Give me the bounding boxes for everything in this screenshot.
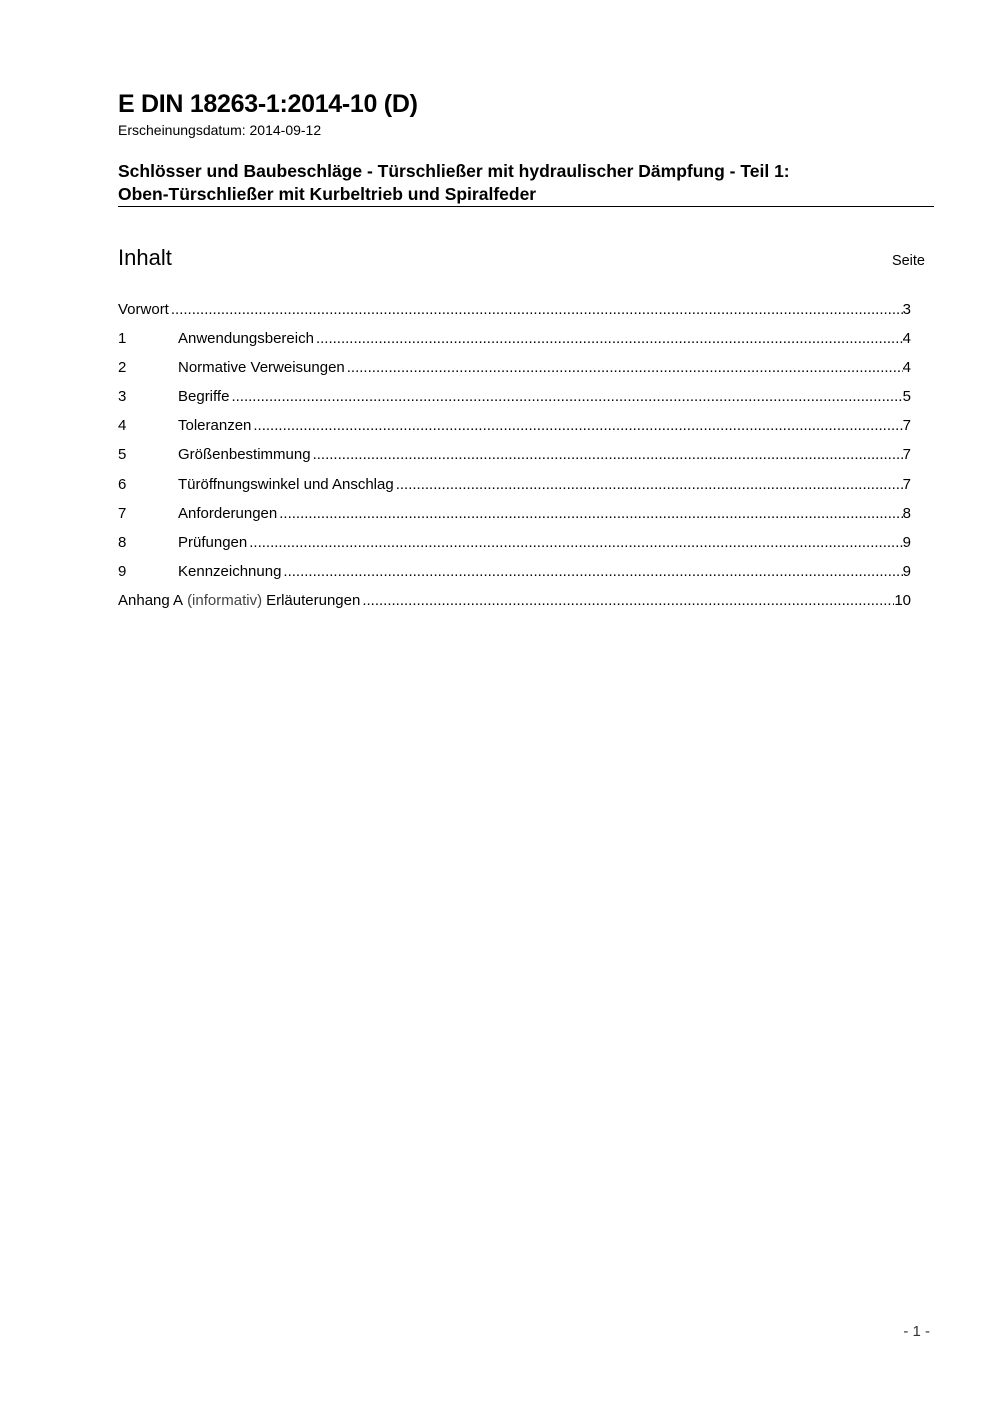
toc-annex-title: Erläuterungen [266,591,361,609]
toc-entry-number: 6 [118,475,127,493]
toc-entry-number: 9 [118,562,127,580]
toc-entry-page: 4 [902,359,911,377]
toc-entry-title: Größenbestimmung [178,446,311,464]
toc-leader-dots [281,563,902,580]
toc-leader-dots [345,359,903,376]
toc-entry-title: Toleranzen [178,417,252,435]
toc-entry-page: 7 [902,446,911,464]
toc-page-column-label: Seite [891,253,925,269]
table-of-contents [118,301,911,621]
toc-entry-number: 4 [118,417,127,435]
toc-entry-section-3[interactable] [118,388,911,417]
toc-entry-page: 7 [902,475,911,493]
document-title-line-1: Schlösser und Baubeschläge - Türschließer mit hydraulischer Dämpfung - Teil 1: [118,161,790,181]
document-title-line-2: Oben-Türschließer mit Kurbeltrieb und Spiralfeder [118,184,537,204]
page-number: - 1 - [903,1323,930,1340]
toc-entry-title: Prüfungen [178,533,248,551]
toc-entry-number: 3 [118,388,127,406]
toc-leader-dots [314,330,903,347]
toc-entry-page: 8 [902,504,911,522]
toc-entry-section-1[interactable] [118,330,911,359]
document-number: E DIN 18263-1:2014-10 (D) [118,90,418,118]
toc-entry-section-9[interactable] [118,563,911,592]
toc-heading: Inhalt [118,245,172,270]
toc-entry-page: 3 [902,301,911,318]
toc-entry-title: Kennzeichnung [178,562,282,580]
toc-entry-page: 5 [902,388,911,406]
toc-entry-section-6[interactable] [118,476,911,505]
document-title [118,160,933,206]
toc-leader-dots [229,388,902,405]
toc-entry-section-7[interactable] [118,505,911,534]
toc-entry-section-5[interactable] [118,446,911,475]
toc-leader-dots [394,476,903,493]
publication-date: Erscheinungsdatum: 2014-09-12 [118,122,322,138]
toc-entry-number: 1 [118,330,127,348]
toc-entry-title: Begriffe [178,388,230,406]
toc-annex-informative: (informativ) [187,591,263,609]
toc-entry-number: 8 [118,533,127,551]
toc-leader-dots [247,534,902,551]
toc-entry-page: 7 [902,417,911,435]
toc-leader-dots [311,446,903,463]
toc-leader-dots [277,505,902,522]
toc-entry-page: 4 [902,330,911,348]
toc-entry-title: Normative Verweisungen [178,359,345,377]
toc-entry-number: 2 [118,359,127,377]
toc-entry-title: Anforderungen [178,504,278,522]
toc-leader-dots [251,417,902,434]
toc-entry-section-8[interactable] [118,534,911,563]
toc-entry-number: 5 [118,446,127,464]
toc-entry-section-4[interactable] [118,417,911,446]
toc-annex-label: Anhang A [118,591,184,609]
toc-leader-dots [360,592,894,609]
title-divider [118,206,934,207]
toc-entry-page: 10 [894,591,911,609]
toc-entry-number: 7 [118,504,127,522]
toc-entry-vorwort[interactable] [118,301,911,330]
toc-entry-title: Vorwort [118,301,169,318]
toc-entry-annex-a[interactable] [118,592,911,621]
toc-entry-title: Anwendungsbereich [178,330,314,348]
toc-entry-page: 9 [902,562,911,580]
toc-entry-title: Türöffnungswinkel und Anschlag [178,475,394,493]
toc-entry-page: 9 [902,533,911,551]
toc-entry-section-2[interactable] [118,359,911,388]
toc-leader-dots [169,301,903,318]
